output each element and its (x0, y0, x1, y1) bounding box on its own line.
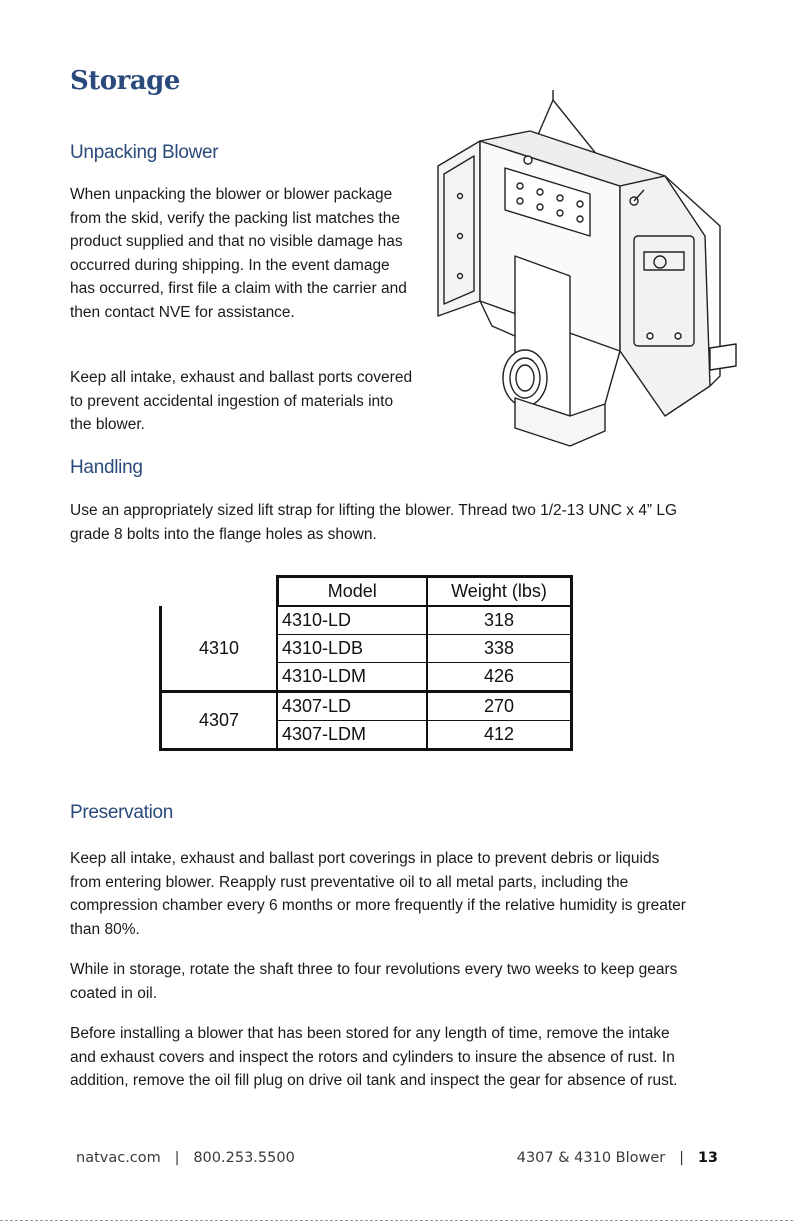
footer-website[interactable]: natvac.com (76, 1150, 161, 1166)
weight-cell: 426 (427, 663, 572, 692)
handling-heading: Handling (70, 457, 143, 478)
weight-table (159, 575, 573, 751)
weight-cell: 270 (427, 692, 572, 721)
model-column-header: Model (277, 577, 427, 607)
model-cell: 4310-LD (277, 606, 427, 635)
group-label: 4310 (161, 606, 278, 692)
preservation-paragraph-1: Keep all intake, exhaust and ballast port coverings in place to prevent debris or liquids from entering blower. Reapply rust preventative oil to all metal parts, including the compression chamber every 6 months or more frequently if the relative humidity is greater than 80%. (70, 850, 686, 938)
blower-lifting-diagram-icon (420, 86, 740, 458)
table-corner (161, 577, 278, 607)
unpacking-heading: Unpacking Blower (70, 142, 219, 163)
footer-separator: | (669, 1150, 694, 1166)
unpacking-paragraph-2: Keep all intake, exhaust and ballast ports covered to prevent accidental ingestion of materials into the blower. (70, 369, 413, 433)
footer-phone: 800.253.5500 (193, 1150, 295, 1166)
preservation-paragraph-2: While in storage, rotate the shaft three to four revolutions every two weeks to keep gears coated in oil. (70, 961, 678, 1002)
footer-contact (76, 1150, 295, 1166)
weight-cell: 338 (427, 635, 572, 663)
table-header-row (161, 577, 572, 607)
model-cell: 4310-LDM (277, 663, 427, 692)
footer-product: 4307 & 4310 Blower (516, 1150, 666, 1166)
unpacking-paragraph-1: When unpacking the blower or blower package from the skid, verify the packing list matches the product supplied and that no visible damage has occurred during shipping. In the event damage has occurred, first file a claim with the carrier and then contact NVE for assistance. (70, 186, 407, 321)
weight-column-header: Weight (lbs) (427, 577, 572, 607)
weight-cell: 318 (427, 606, 572, 635)
handling-paragraph: Use an appropriately sized lift strap for lifting the blower. Thread two 1/2-13 UNC x 4” LG grade 8 bolts into the flange holes as shown. (70, 502, 678, 543)
weight-cell: 412 (427, 721, 572, 750)
preservation-paragraph-3: Before installing a blower that has been stored for any length of time, remove the intake and exhaust covers and inspect the rotors and cylinders to insure the absence of rust. In addition, remove the oil fill plug on drive oil tank and inspect the gear for absence of rust. (70, 1025, 678, 1089)
page-edge-rule (0, 1220, 793, 1221)
footer-separator: | (165, 1150, 189, 1166)
model-cell: 4307-LD (277, 692, 427, 721)
table-row (161, 606, 572, 635)
footer-product-info (517, 1150, 718, 1166)
page-title: Storage (70, 66, 180, 96)
table-row (161, 692, 572, 721)
group-label: 4307 (161, 692, 278, 750)
page-number: 13 (697, 1150, 718, 1166)
model-cell: 4310-LDB (277, 635, 427, 663)
preservation-heading: Preservation (70, 802, 174, 823)
model-cell: 4307-LDM (277, 721, 427, 750)
